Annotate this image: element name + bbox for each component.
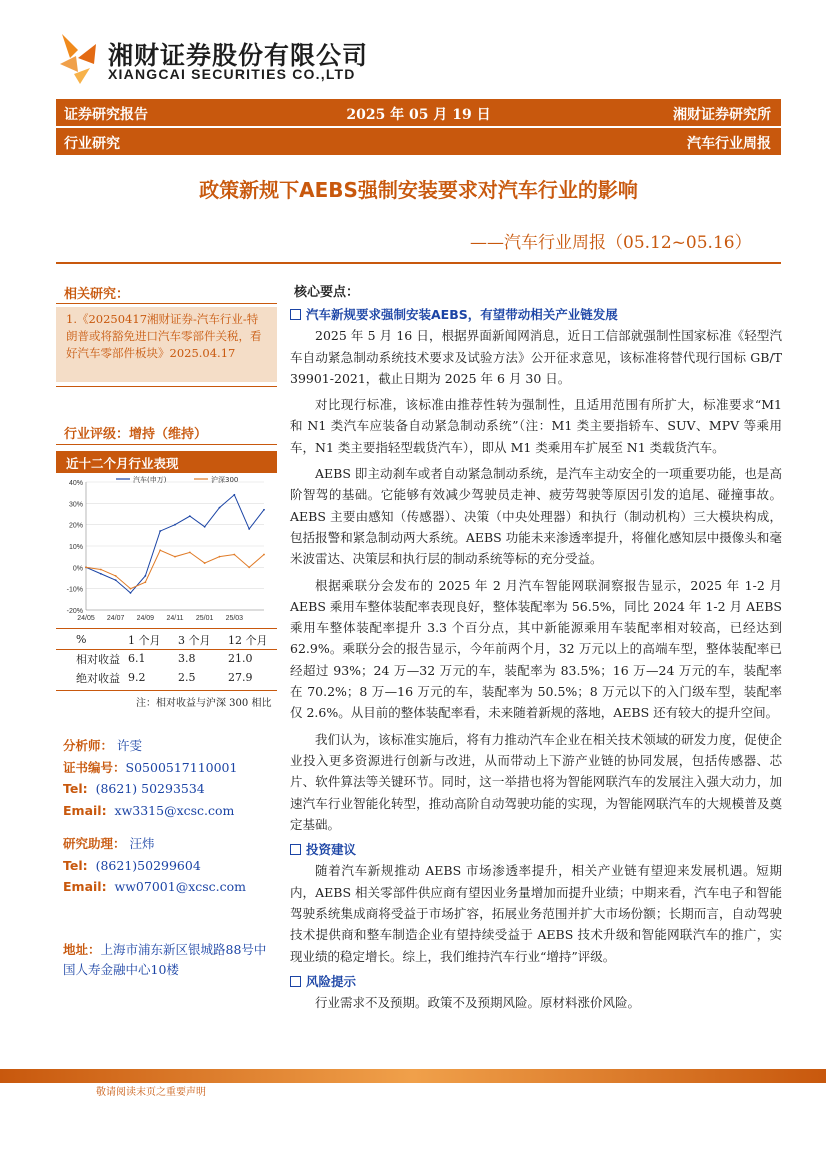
section-heading [290,839,782,860]
data-point [174,524,176,526]
table-header-cell: 3 个月 [178,633,211,647]
divider [56,262,781,264]
data-point [189,552,191,554]
tel-line [63,778,237,800]
divider [56,690,277,691]
data-point [248,566,250,568]
tel-value: (8621)50299604 [95,857,201,873]
cert-label: 证书编号： [63,759,126,775]
tel-value: (8621) 50293534 [95,781,205,796]
report-type: 证券研究报告 [64,107,148,123]
data-point [100,573,102,575]
x-tick-label: 24/07 [106,615,125,622]
data-point [219,507,221,509]
table-header-cell: % [76,633,87,646]
table-row [76,649,276,668]
table-cell: 6.1 [128,652,146,665]
paragraph: 我们认为，该标准实施后，将有力推动汽车企业在相关技术领域的研发力度，促使企业投入更多资源进行创新与改进，从而带动上下游产业链的协同发展，包括传感器、芯片、软件算法等关键环节。同时，这一举措也将为智能网联汽车的发展注入强大动力，加速汽车行业智能化转型，推动高阶自动驾驶功能的实现，为智能网联汽车的大规模普及奠定基础。 [290,731,782,832]
address-value: 上海市浦东新区银城路88号中国人寿金融中心10楼 [63,942,267,977]
chart-heading [56,451,277,473]
contact-block [63,735,237,821]
divider [56,628,277,629]
paragraph: AEBS 即主动刹车或者自动紧急制动系统，是汽车主动安全的一项重要功能，也是高阶智驾的基础。它能够有效减少驾驶员走神、疲劳驾驶等原因引发的追尾、碰撞事故。AEBS 主要由感知（传感器）、决策（中央处理器）和执行（制动机构）三大模块构成，包括报警和紧急制动两大系统。AEBS 功能未来渗透率提升，将催化感知层中摄像头和毫米波雷达、决策层和执行层的制动系统等标的充分受益。 [290,466,782,567]
paragraph: 对比现行标准，该标准由推荐性转为强制性，且适用范围有所扩大，标准要求“M1 和 N1 类汽车应装备自动紧急制动系统”（注：M1 类主要指轿车、SUV、MPV 等乘用车，N1 类主要指轻型载货汽车），即从 M1 类乘用车扩展至 N1 类载货汽车。 [290,397,782,455]
y-tick-label: -20% [66,608,83,615]
data-point [130,592,132,594]
header-band-bottom [56,128,781,155]
address-block [63,940,278,980]
assistant-line [63,833,246,855]
analyst-name: 许雯 [117,738,143,753]
data-point [248,528,250,530]
header-band-top [56,99,781,126]
x-tick-label: 24/11 [166,615,184,622]
tel-label: Tel: [63,781,88,796]
y-tick-label: 0% [72,565,83,573]
divider [56,303,277,304]
data-point [130,588,132,590]
legend-label: 沪深300 [211,476,239,484]
key-points-heading: 核心要点： [294,285,360,300]
section-heading [290,971,782,992]
data-point [159,530,161,532]
y-tick-label: 40% [68,480,83,487]
main-body [290,304,782,1014]
cert-line [63,757,237,779]
email-label: Email: [63,879,107,894]
company-logo-icon [56,30,102,86]
address-label: 地址： [63,942,101,957]
data-point [115,575,117,577]
section-heading [290,304,782,325]
table-cell: 3.8 [178,652,196,665]
section-title: 汽车新规要求强制安装AEBS，有望带动相关产业链发展 [306,307,618,322]
tel-label: Tel: [63,857,88,873]
email-link[interactable]: xw3315@xcsc.com [114,802,235,818]
research-category: 行业研究 [64,136,120,152]
table-note: 注：相对收益与沪深 300 相比 [136,698,272,709]
data-point [85,566,87,568]
y-tick-label: -10% [66,586,83,594]
section-title: 风险提示 [306,973,357,989]
data-point [159,549,161,551]
table-cell: 绝对收益 [76,671,120,685]
email-line [63,800,237,822]
data-point [144,575,146,577]
table-row [76,668,276,687]
divider [56,444,277,445]
company-name-cn: 湘财证券股份有限公司 [108,41,369,70]
table-cell: 27.9 [228,671,253,684]
data-point [219,556,221,558]
company-name-en: XIANGCAI SECURITIES CO.,LTD [108,66,356,82]
table-header-cell: 12 个月 [228,633,268,647]
data-point [204,526,206,528]
table-header-row [76,630,276,649]
email-link[interactable]: ww07001@xcsc.com [114,879,247,894]
series-line [86,495,264,593]
paragraph: 2025 年 5 月 16 日，根据界面新闻网消息，近日工信部就强制性国家标准《轻型汽车自动紧急制动系统技术要求及试验方法》公开征求意见，该标准将替代现行国标 GB/T 39901-2021，截止日期为 2025 年 6 月 30 日。 [290,328,782,386]
checkbox-icon [290,844,301,855]
email-label: Email: [63,802,107,818]
performance-table [76,630,276,687]
data-point [144,581,146,583]
related-research-heading: 相关研究： [64,287,130,302]
analyst-line [63,735,237,757]
assistant-label: 研究助理： [63,836,126,851]
data-point [233,554,235,556]
paragraph: 根据乘联分会发布的 2025 年 2 月汽车智能网联洞察报告显示，2025 年 1-2 月 AEBS 乘用车整体装配率表现良好，整体装配率为 56.5%，同比 2024 年 1-2 月 AEBS 乘用车整体装配率提升 3.3 个百分点，其中新能源乘用车装配率相对较高，已经达到 62.9%。乘联分会的报告显示，今年前两个月，32 万元以上的高端车型，整体装配率已经超过 93%；24 万—32 万元的车，装配率为 83.5%；16 万—24 万元的车，装配率在 70.2%；8 万—16 万元的车，装配率为 50.5%；8 万元以下的入门级车型，装配率仅 2.6%。从目前的整体装配率看，未来随着新规的落地，AEBS 还有较大的提升空间。 [290,577,782,721]
table-cell: 21.0 [228,652,253,665]
paragraph: 行业需求不及预期。政策不及预期风险。原材料涨价风险。 [315,995,641,1011]
data-point [115,579,117,581]
data-point [189,515,191,517]
analyst-label: 分析师： [63,738,114,753]
section-title: 投资建议 [306,842,357,858]
report-date: 2025 年 05 月 19 日 [346,107,491,123]
cert-number: S0500517110001 [125,759,238,775]
chart-heading-text: 近十二个月行业表现 [66,456,179,471]
data-point [263,509,265,511]
report-subtitle: ——汽车行业周报（05.12~05.16） [470,233,752,253]
x-tick-label: 24/09 [136,615,155,622]
divider [56,649,277,650]
table-cell: 2.5 [178,671,196,684]
tel-line [63,855,246,877]
data-point [233,494,235,496]
y-tick-label: 10% [68,544,83,551]
paragraph: 随着汽车新规推动 AEBS 市场渗透率提升，相关产业链有望迎来发展机遇。短期内，AEBS 相关零部件供应商有望因业务量增加而提升业绩；中期来看，汽车电子和智能驾驶系统集成商将受益于市场扩容，拓展业务范围并扩大市场份额；长期而言，自动驾驶技术提供商和整车制造企业有望持续受益于 AEBS 技术升级和智能网联汽车的推广，实现业绩的稳定增长。综上，我们维持汽车行业“增持”评级。 [290,863,782,964]
data-point [174,556,176,558]
footer-bar [0,1069,826,1083]
institute-name: 湘财证券研究所 [673,107,771,123]
x-tick-label: 24/05 [77,615,95,622]
data-point [263,554,265,556]
table-header-cell: 1 个月 [128,633,161,647]
industry-rating: 行业评级：增持（维持） [64,427,208,442]
table-cell: 相对收益 [76,652,120,666]
performance-chart [56,474,277,626]
assistant-name: 汪炜 [129,836,155,851]
legend-label: 汽车(申万) [133,476,167,484]
related-research-item[interactable] [56,307,277,382]
x-tick-label: 25/01 [195,615,214,622]
y-tick-label: 20% [68,522,83,530]
related-research-link[interactable]: 1.《20250417湘财证券-汽车行业-特朗普或将豁免进口汽车零部件关税，看好汽车零部件板块》2025.04.17 [66,312,262,360]
data-point [100,569,102,571]
checkbox-icon [290,976,301,987]
checkbox-icon [290,309,301,320]
divider [56,386,277,387]
report-title: 政策新规下AEBS强制安装要求对汽车行业的影响 [199,178,638,202]
x-tick-label: 25/03 [225,615,244,622]
y-tick-label: 30% [68,501,83,509]
report-series: 汽车行业周报 [687,136,771,152]
footer-disclaimer: 敬请阅读末页之重要声明 [96,1087,206,1098]
table-cell: 9.2 [128,671,146,684]
assistant-block [63,833,246,898]
data-point [204,562,206,564]
email-line [63,876,246,898]
